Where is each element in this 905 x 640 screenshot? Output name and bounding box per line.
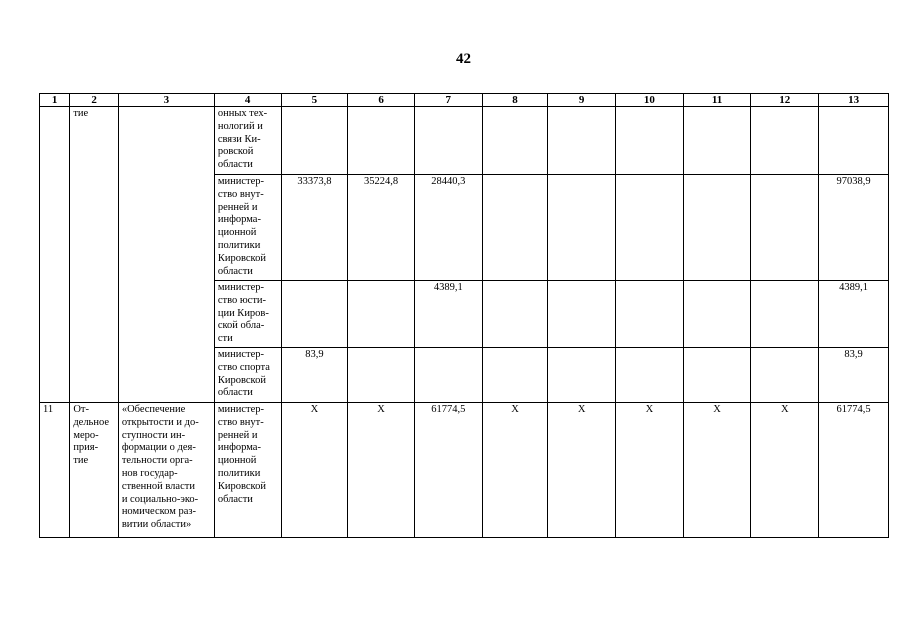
value-cell	[683, 107, 751, 175]
value-cell: 35224,8	[348, 175, 415, 281]
page-number: 42	[456, 51, 471, 67]
table-row	[40, 107, 889, 175]
header-cell: 4	[214, 94, 281, 107]
header-cell: 11	[683, 94, 751, 107]
value-cell: 61774,5	[414, 402, 482, 537]
value-cell: 61774,5	[819, 402, 889, 537]
value-cell	[751, 107, 819, 175]
value-cell: 4389,1	[819, 281, 889, 348]
value-cell: X	[548, 402, 616, 537]
value-cell: X	[281, 402, 348, 537]
header-cell: 12	[751, 94, 819, 107]
header-cell: 6	[348, 94, 415, 107]
value-cell	[482, 175, 548, 281]
header-cell: 8	[482, 94, 548, 107]
agency-cell: министер- ство спорта Кировской области	[214, 347, 281, 402]
header-cell: 13	[819, 94, 889, 107]
value-cell	[348, 347, 415, 402]
value-cell: 4389,1	[414, 281, 482, 348]
name-cell: «Обеспечение открытости и до- ступности ин- формации о дея- тельности орга- нов государ- ственной власти и социально-эко- номическом раз- витии области»	[118, 402, 214, 537]
header-cell: 3	[118, 94, 214, 107]
header-cell: 1	[40, 94, 70, 107]
value-cell	[482, 347, 548, 402]
value-cell	[616, 175, 684, 281]
name-cell	[118, 107, 214, 403]
agency-cell: онных тех- нологий и связи Ки- ровской области	[214, 107, 281, 175]
row-number-cell	[40, 107, 70, 403]
row-number-cell: 11	[40, 402, 70, 537]
value-cell	[683, 175, 751, 281]
value-cell: X	[616, 402, 684, 537]
value-cell: 33373,8	[281, 175, 348, 281]
value-cell	[751, 175, 819, 281]
value-cell	[414, 347, 482, 402]
value-cell: 97038,9	[819, 175, 889, 281]
value-cell	[548, 175, 616, 281]
value-cell: X	[683, 402, 751, 537]
value-cell	[348, 107, 415, 175]
value-cell: 28440,3	[414, 175, 482, 281]
value-cell	[819, 107, 889, 175]
value-cell	[482, 281, 548, 348]
header-cell: 7	[414, 94, 482, 107]
value-cell: X	[751, 402, 819, 537]
value-cell: 83,9	[281, 347, 348, 402]
value-cell	[683, 281, 751, 348]
value-cell	[751, 347, 819, 402]
value-cell	[281, 107, 348, 175]
value-cell	[482, 107, 548, 175]
value-cell	[348, 281, 415, 348]
value-cell	[683, 347, 751, 402]
type-cell: тие	[70, 107, 119, 403]
value-cell	[414, 107, 482, 175]
value-cell	[616, 107, 684, 175]
header-cell: 2	[70, 94, 119, 107]
value-cell	[616, 281, 684, 348]
header-cell: 9	[548, 94, 616, 107]
header-cell: 5	[281, 94, 348, 107]
agency-cell: министер- ство юсти- ции Киров- ской обла- сти	[214, 281, 281, 348]
value-cell: 83,9	[819, 347, 889, 402]
value-cell	[751, 281, 819, 348]
value-cell: X	[482, 402, 548, 537]
value-cell	[616, 347, 684, 402]
value-cell	[548, 107, 616, 175]
value-cell	[281, 281, 348, 348]
budget-table	[39, 93, 889, 538]
table-row	[40, 402, 889, 537]
header-row	[40, 94, 889, 107]
type-cell: От- дельное меро- прия- тие	[70, 402, 119, 537]
header-cell: 10	[616, 94, 684, 107]
agency-cell: министер- ство внут- ренней и информа- ционной политики Кировской области	[214, 402, 281, 537]
agency-cell: министер- ство внут- ренней и информа- ционной политики Кировской области	[214, 175, 281, 281]
value-cell	[548, 281, 616, 348]
value-cell: X	[348, 402, 415, 537]
value-cell	[548, 347, 616, 402]
